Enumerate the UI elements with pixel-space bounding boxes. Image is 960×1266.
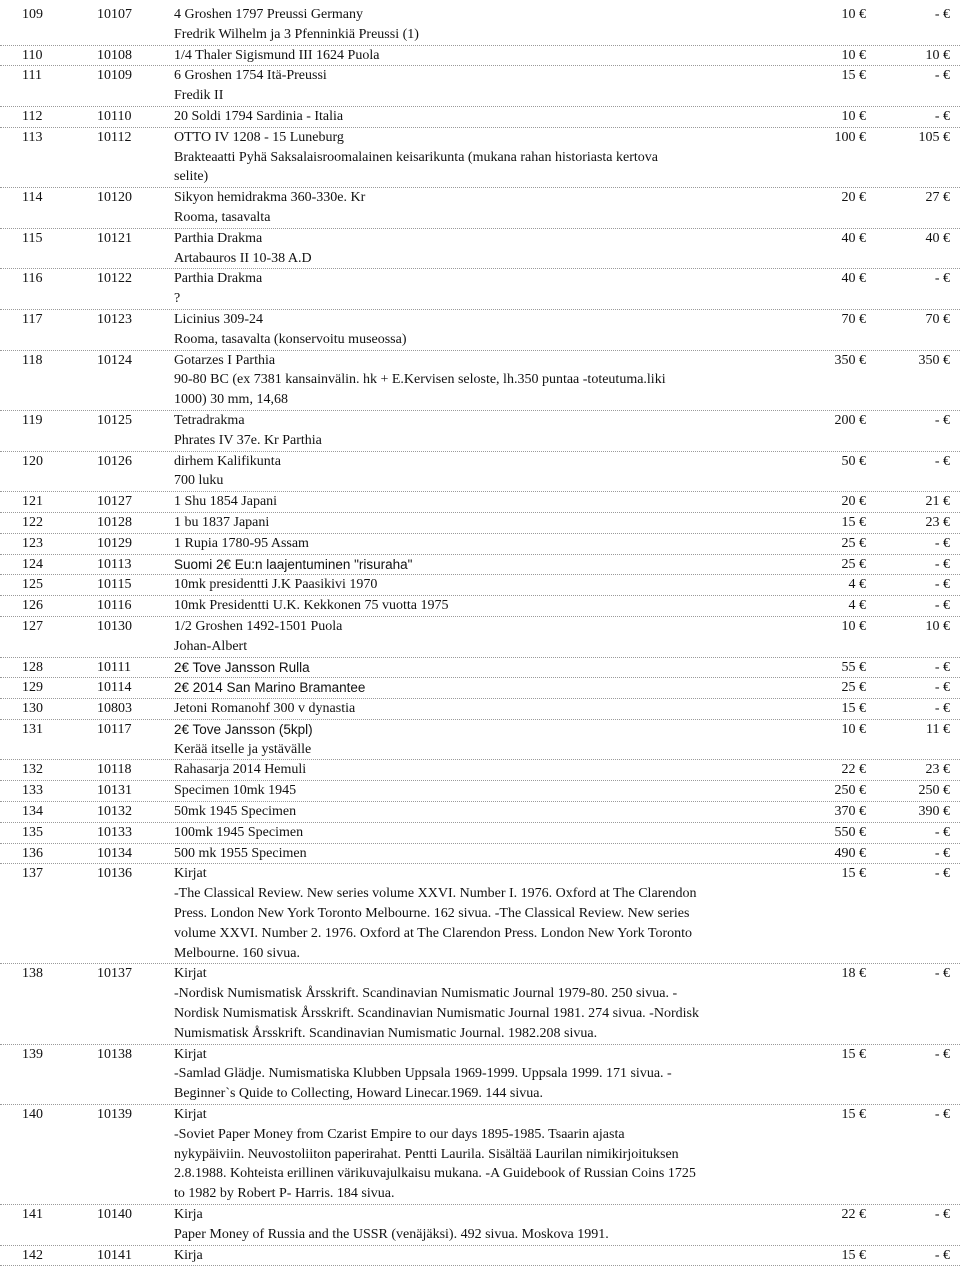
lot-title: 1 bu 1837 Japani: [174, 514, 270, 530]
lot-description-line: [0, 86, 960, 106]
lot-description-line: [0, 167, 960, 187]
lot-description: selite): [174, 169, 209, 185]
lot-description-line: [0, 1125, 960, 1145]
lot-row: [0, 658, 960, 679]
lot-description-line: [0, 390, 960, 410]
lot-row: [0, 781, 960, 802]
lot-row: [0, 492, 960, 513]
lot-row: [0, 760, 960, 781]
lot-number: 122: [22, 514, 43, 530]
lot-main-line: [0, 699, 960, 719]
lot-row: [0, 310, 960, 351]
lot-code: 10116: [97, 598, 132, 614]
lot-number: 128: [22, 659, 43, 675]
lot-result: 27 €: [926, 188, 951, 208]
lot-result: [935, 1246, 950, 1266]
lot-row: [0, 964, 960, 1044]
lot-description-line: [0, 330, 960, 350]
lot-result: [935, 658, 950, 678]
lot-result: 23 €: [926, 513, 951, 533]
lot-main-line: [0, 864, 960, 884]
lot-code: 10132: [97, 804, 132, 820]
lot-row: [0, 5, 960, 46]
lot-result: [935, 452, 950, 472]
lot-description: nykypäiviin. Neuvostoliiton paperirahat. Pentti Laurila. Sisältää Laurilan nimikirjoituksen: [174, 1146, 679, 1162]
lot-number: 118: [22, 352, 43, 368]
lot-main-line: [0, 492, 960, 512]
lot-estimate: 10 €: [842, 720, 867, 740]
lot-result: [935, 1205, 950, 1225]
lot-result: [935, 864, 950, 884]
lot-description-line: [0, 471, 960, 491]
lot-result: [935, 823, 950, 843]
lot-code: 10140: [97, 1207, 132, 1223]
lot-title: Jetoni Romanohf 300 v dynastia: [174, 701, 356, 717]
lot-row: [0, 1045, 960, 1105]
lot-description: Beginner`s Quide to Collecting, Howard Linecar.1969. 144 sivua.: [174, 1086, 543, 1102]
lot-title: Kirjat: [174, 1107, 207, 1123]
lot-description-line: [0, 370, 960, 390]
lot-code: 10130: [97, 618, 132, 634]
lot-row: [0, 678, 960, 699]
lot-row: [0, 864, 960, 964]
lot-code: 10129: [97, 535, 132, 551]
lot-estimate: 4 €: [849, 575, 867, 595]
lot-description: 2.8.1988. Kohteista erillinen värikuvajulkaisu mukana. -A Guidebook of Russian Coins 1725: [174, 1166, 696, 1182]
lot-estimate: 4 €: [849, 596, 867, 616]
lot-code: 10134: [97, 845, 132, 861]
lot-description-line: [0, 1164, 960, 1184]
lot-number: 114: [22, 190, 43, 206]
lot-estimate: 25 €: [842, 555, 867, 575]
lot-main-line: [0, 964, 960, 984]
lot-title: 6 Groshen 1754 Itä-Preussi: [174, 68, 327, 84]
lot-row: [0, 1246, 960, 1266]
lot-number: 121: [22, 494, 43, 510]
lot-estimate: 10 €: [842, 5, 867, 25]
lot-description: Phrates IV 37e. Kr Parthia: [174, 432, 322, 448]
lot-result: [935, 678, 950, 698]
lot-row: [0, 802, 960, 823]
lot-title: Kirja: [174, 1207, 203, 1223]
lot-estimate: 250 €: [835, 781, 867, 801]
lot-number: 129: [22, 680, 43, 696]
lot-estimate: 50 €: [842, 452, 867, 472]
lot-code: 10120: [97, 190, 132, 206]
lot-estimate: 25 €: [842, 534, 867, 554]
lot-title: dirhem Kalifikunta: [174, 453, 281, 469]
lot-result: 250 €: [919, 781, 951, 801]
lot-estimate: 15 €: [842, 699, 867, 719]
lot-row: [0, 699, 960, 720]
lot-main-line: [0, 229, 960, 249]
lot-result: 350 €: [919, 351, 951, 371]
lot-result: [935, 107, 950, 127]
lot-main-line: [0, 188, 960, 208]
lot-number: 136: [22, 845, 43, 861]
lot-title: 2€ Tove Jansson (5kpl): [174, 721, 313, 737]
lot-number: 125: [22, 577, 43, 593]
lot-code: 10124: [97, 352, 132, 368]
lot-result: 390 €: [919, 802, 951, 822]
lot-code: 10126: [97, 453, 132, 469]
lot-title: 2€ Tove Jansson Rulla: [174, 659, 310, 675]
lot-number: 127: [22, 618, 43, 634]
lot-result: [935, 844, 950, 864]
lot-estimate: 70 €: [842, 310, 867, 330]
lot-estimate: 15 €: [842, 1105, 867, 1125]
lot-title: 10mk presidentti J.K Paasikivi 1970: [174, 577, 378, 593]
lot-title: 50mk 1945 Specimen: [174, 804, 297, 820]
lot-number: 117: [22, 311, 43, 327]
lot-row: [0, 1205, 960, 1246]
lot-description-line: [0, 25, 960, 45]
lot-description: Kerää itselle ja ystävälle: [174, 741, 312, 757]
lot-main-line: [0, 802, 960, 822]
lot-description-line: [0, 1024, 960, 1044]
lot-result: [935, 555, 950, 575]
lot-description-line: [0, 924, 960, 944]
lot-estimate: 10 €: [842, 46, 867, 66]
lot-row: [0, 66, 960, 107]
lot-estimate: 40 €: [842, 229, 867, 249]
lot-row: [0, 575, 960, 596]
lot-description: Numismatisk Årsskrift. Scandinavian Numismatic Journal. 1982.208 sivua.: [174, 1025, 598, 1041]
lot-result: 11 €: [926, 720, 950, 740]
lot-estimate: 55 €: [842, 658, 867, 678]
lot-result: [935, 699, 950, 719]
lot-description-line: [0, 148, 960, 168]
auction-lot-list: [0, 5, 960, 1266]
lot-description: volume XXVI. Number 2. 1976. Oxford at The Clarendon Press. London New York Toronto: [174, 925, 692, 941]
lot-row: [0, 452, 960, 493]
lot-code: 10109: [97, 68, 132, 84]
lot-description: Press. London New York Toronto Melbourne. 162 sivua. -The Classical Review. New series: [174, 906, 690, 922]
lot-estimate: 40 €: [842, 269, 867, 289]
lot-estimate: 20 €: [842, 492, 867, 512]
lot-title: 1/2 Groshen 1492-1501 Puola: [174, 618, 343, 634]
lot-title: 500 mk 1955 Specimen: [174, 845, 307, 861]
lot-description-line: [0, 1225, 960, 1245]
lot-description-line: [0, 1145, 960, 1165]
lot-description-line: [0, 944, 960, 964]
lot-code: 10115: [97, 577, 132, 593]
lot-main-line: [0, 107, 960, 127]
lot-title: Rahasarja 2014 Hemuli: [174, 762, 307, 778]
lot-number: 124: [22, 556, 43, 572]
lot-number: 110: [22, 47, 43, 63]
lot-estimate: 10 €: [842, 617, 867, 637]
lot-main-line: [0, 844, 960, 864]
lot-title: 1/4 Thaler Sigismund III 1624 Puola: [174, 47, 380, 63]
lot-row: [0, 229, 960, 270]
lot-estimate: 15 €: [842, 513, 867, 533]
lot-main-line: [0, 452, 960, 472]
lot-number: 109: [22, 7, 43, 22]
lot-code: 10107: [97, 7, 132, 22]
lot-code: 10136: [97, 866, 132, 882]
lot-number: 111: [22, 68, 42, 84]
lot-row: [0, 617, 960, 658]
lot-code: 10141: [97, 1247, 132, 1263]
lot-row: [0, 555, 960, 576]
lot-number: 120: [22, 453, 43, 469]
lot-title: 4 Groshen 1797 Preussi Germany: [174, 7, 363, 22]
lot-code: 10128: [97, 514, 132, 530]
lot-main-line: [0, 823, 960, 843]
lot-row: [0, 46, 960, 67]
lot-description: Rooma, tasavalta: [174, 209, 271, 225]
lot-main-line: [0, 760, 960, 780]
lot-row: [0, 1105, 960, 1205]
lot-code: 10110: [97, 108, 132, 124]
lot-code: 10138: [97, 1046, 132, 1062]
lot-result: [935, 1045, 950, 1065]
lot-title: Parthia Drakma: [174, 271, 263, 287]
lot-code: 10113: [97, 556, 132, 572]
lot-estimate: 22 €: [842, 1205, 867, 1225]
lot-result: [935, 575, 950, 595]
lot-result: [935, 66, 950, 86]
lot-code: 10114: [97, 680, 132, 696]
lot-title: Tetradrakma: [174, 412, 245, 428]
lot-number: 133: [22, 783, 43, 799]
lot-main-line: [0, 46, 960, 66]
lot-description: ?: [174, 291, 181, 307]
lot-description: 1000) 30 mm, 14,68: [174, 392, 288, 408]
lot-description: Nordisk Numismatisk Årsskrift. Scandinavian Numismatic Journal 1981. 274 sivua. -Nordisk: [174, 1006, 699, 1022]
lot-code: 10127: [97, 494, 132, 510]
lot-result: [935, 5, 950, 25]
lot-result: [935, 269, 950, 289]
lot-code: 10131: [97, 783, 132, 799]
lot-result: [935, 411, 950, 431]
lot-description-line: [0, 1004, 960, 1024]
lot-number: 131: [22, 721, 43, 737]
lot-main-line: [0, 720, 960, 740]
lot-estimate: 100 €: [835, 128, 867, 148]
lot-main-line: [0, 310, 960, 330]
lot-title: Kirjat: [174, 966, 207, 982]
lot-row: [0, 513, 960, 534]
lot-estimate: 350 €: [835, 351, 867, 371]
lot-description-line: [0, 984, 960, 1004]
lot-main-line: [0, 1045, 960, 1065]
lot-description: -Samlad Glädje. Numismatiska Klubben Uppsala 1969-1999. Uppsala 1999. 171 sivua. -: [174, 1066, 672, 1082]
lot-main-line: [0, 781, 960, 801]
lot-row: [0, 596, 960, 617]
lot-title: Kirjat: [174, 1046, 207, 1062]
lot-result: 10 €: [926, 46, 951, 66]
lot-result: [935, 964, 950, 984]
lot-number: 137: [22, 866, 43, 882]
lot-description: -Nordisk Numismatisk Årsskrift. Scandinavian Numismatic Journal 1979-80. 250 sivua. -: [174, 986, 678, 1002]
lot-main-line: [0, 1246, 960, 1266]
lot-number: 135: [22, 824, 43, 840]
lot-title: Gotarzes I Parthia: [174, 352, 276, 368]
lot-row: [0, 351, 960, 411]
lot-result: 70 €: [926, 310, 951, 330]
lot-title: 1 Rupia 1780-95 Assam: [174, 535, 309, 551]
lot-row: [0, 823, 960, 844]
lot-estimate: 25 €: [842, 678, 867, 698]
lot-main-line: [0, 534, 960, 554]
lot-main-line: [0, 1205, 960, 1225]
lot-title: OTTO IV 1208 - 15 Luneburg: [174, 129, 344, 145]
lot-number: 139: [22, 1046, 43, 1062]
lot-main-line: [0, 617, 960, 637]
lot-row: [0, 188, 960, 229]
lot-number: 140: [22, 1107, 43, 1123]
lot-number: 134: [22, 804, 43, 820]
lot-main-line: [0, 1105, 960, 1125]
lot-code: 10803: [97, 701, 132, 717]
lot-code: 10108: [97, 47, 132, 63]
lot-code: 10111: [97, 659, 131, 675]
lot-title: Sikyon hemidrakma 360-330e. Kr: [174, 190, 366, 206]
lot-result: 10 €: [926, 617, 951, 637]
lot-main-line: [0, 513, 960, 533]
lot-result: 40 €: [926, 229, 951, 249]
lot-title: 1 Shu 1854 Japani: [174, 494, 278, 510]
lot-description-line: [0, 1184, 960, 1204]
lot-main-line: [0, 555, 960, 575]
lot-number: 141: [22, 1207, 43, 1223]
lot-code: 10133: [97, 824, 132, 840]
lot-title: Specimen 10mk 1945: [174, 783, 297, 799]
lot-number: 116: [22, 271, 43, 287]
lot-result: 23 €: [926, 760, 951, 780]
lot-main-line: [0, 596, 960, 616]
lot-row: [0, 844, 960, 865]
lot-title: 100mk 1945 Specimen: [174, 824, 304, 840]
lot-number: 115: [22, 230, 43, 246]
lot-main-line: [0, 269, 960, 289]
lot-description-line: [0, 431, 960, 451]
lot-description-line: [0, 904, 960, 924]
lot-estimate: 200 €: [835, 411, 867, 431]
lot-title: Suomi 2€ Eu:n laajentuminen "risuraha": [174, 556, 413, 572]
lot-main-line: [0, 575, 960, 595]
lot-row: [0, 107, 960, 128]
lot-estimate: 490 €: [835, 844, 867, 864]
lot-description-line: [0, 289, 960, 309]
lot-code: 10121: [97, 230, 132, 246]
lot-main-line: [0, 411, 960, 431]
lot-code: 10118: [97, 762, 132, 778]
lot-description-line: [0, 1084, 960, 1104]
lot-description: Fredik II: [174, 88, 224, 104]
lot-description: -Soviet Paper Money from Czarist Empire to our days 1895-1985. Tsaarin ajasta: [174, 1126, 625, 1142]
lot-description-line: [0, 740, 960, 760]
lot-row: [0, 128, 960, 188]
lot-main-line: [0, 66, 960, 86]
lot-number: 132: [22, 762, 43, 778]
lot-estimate: 10 €: [842, 107, 867, 127]
lot-number: 113: [22, 129, 43, 145]
lot-title: 2€ 2014 San Marino Bramantee: [174, 680, 366, 696]
lot-row: [0, 534, 960, 555]
lot-estimate: 22 €: [842, 760, 867, 780]
lot-estimate: 15 €: [842, 864, 867, 884]
lot-code: 10122: [97, 271, 132, 287]
lot-result: 21 €: [926, 492, 951, 512]
lot-main-line: [0, 658, 960, 678]
lot-code: 10139: [97, 1107, 132, 1123]
lot-description: 90-80 BC (ex 7381 kansainvälin. hk + E.Kervisen seloste, lh.350 puntaa -toteutuma.liki: [174, 372, 666, 388]
lot-code: 10123: [97, 311, 132, 327]
lot-result: 105 €: [919, 128, 951, 148]
lot-description-line: [0, 884, 960, 904]
lot-row: [0, 411, 960, 452]
lot-number: 119: [22, 412, 43, 428]
lot-title: Kirja: [174, 1247, 203, 1263]
lot-number: 138: [22, 966, 43, 982]
lot-description: Artabauros II 10-38 A.D: [174, 250, 312, 266]
lot-estimate: 20 €: [842, 188, 867, 208]
lot-code: 10112: [97, 129, 132, 145]
lot-estimate: 15 €: [842, 1246, 867, 1266]
lot-title: Licinius 309-24: [174, 311, 264, 327]
lot-description: Johan-Albert: [174, 638, 248, 654]
lot-number: 123: [22, 535, 43, 551]
lot-code: 10117: [97, 721, 132, 737]
lot-main-line: [0, 5, 960, 25]
lot-number: 142: [22, 1247, 43, 1263]
lot-title: 10mk Presidentti U.K. Kekkonen 75 vuotta 1975: [174, 598, 449, 614]
lot-description: to 1982 by Robert P- Harris. 184 sivua.: [174, 1186, 395, 1202]
lot-code: 10125: [97, 412, 132, 428]
lot-result: [935, 596, 950, 616]
lot-description: Paper Money of Russia and the USSR (venäjäksi). 492 sivua. Moskova 1991.: [174, 1226, 609, 1242]
lot-number: 112: [22, 108, 43, 124]
lot-estimate: 18 €: [842, 964, 867, 984]
lot-estimate: 370 €: [835, 802, 867, 822]
lot-description-line: [0, 1064, 960, 1084]
lot-main-line: [0, 351, 960, 371]
lot-number: 130: [22, 701, 43, 717]
lot-description: Melbourne. 160 sivua.: [174, 945, 300, 961]
lot-description-line: [0, 208, 960, 228]
lot-description: -The Classical Review. New series volume XXVI. Number I. 1976. Oxford at The Clarendon: [174, 886, 697, 902]
lot-row: [0, 720, 960, 761]
lot-result: [935, 534, 950, 554]
lot-title: Kirjat: [174, 866, 207, 882]
lot-estimate: 550 €: [835, 823, 867, 843]
lot-title: 20 Soldi 1794 Sardinia - Italia: [174, 108, 344, 124]
lot-row: [0, 269, 960, 310]
lot-estimate: 15 €: [842, 1045, 867, 1065]
lot-description-line: [0, 249, 960, 269]
lot-title: Parthia Drakma: [174, 230, 263, 246]
lot-description: Rooma, tasavalta (konservoitu museossa): [174, 331, 407, 347]
lot-number: 126: [22, 598, 43, 614]
lot-code: 10137: [97, 966, 132, 982]
lot-main-line: [0, 128, 960, 148]
lot-main-line: [0, 678, 960, 698]
lot-description: Fredrik Wilhelm ja 3 Pfenninkiä Preussi (1): [174, 26, 419, 42]
lot-description-line: [0, 637, 960, 657]
lot-result: [935, 1105, 950, 1125]
lot-description: Brakteaatti Pyhä Saksalaisroomalainen keisarikunta (mukana rahan historiasta kertova: [174, 149, 659, 165]
lot-description: 700 luku: [174, 473, 224, 489]
lot-estimate: 15 €: [842, 66, 867, 86]
